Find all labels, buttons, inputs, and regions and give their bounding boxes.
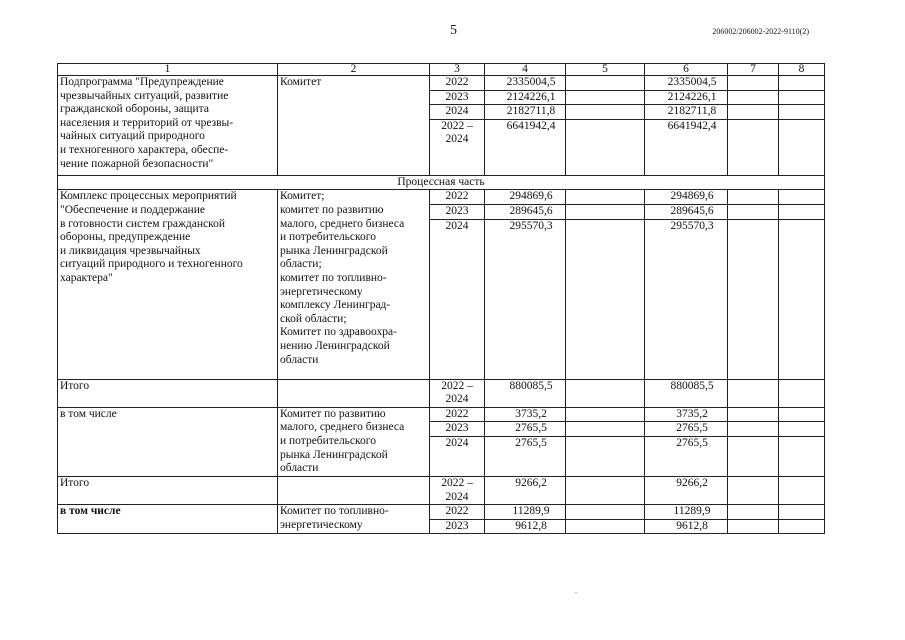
value-col7 xyxy=(728,436,779,476)
text-line: области; xyxy=(280,258,322,271)
text-line: малого, среднего бизнеса xyxy=(280,421,405,434)
value-col5 xyxy=(566,90,645,105)
year: 2023 xyxy=(430,422,485,437)
year-range xyxy=(430,476,485,504)
scan-speck xyxy=(575,592,577,593)
value-col8 xyxy=(779,505,825,520)
value-col4: 880085,5 xyxy=(485,379,566,407)
section-title: Процессная часть xyxy=(58,175,825,190)
value-col8 xyxy=(779,379,825,407)
value-col4: 289645,6 xyxy=(485,204,566,219)
value-col7 xyxy=(728,505,779,520)
year-range xyxy=(430,379,485,407)
value-col7 xyxy=(728,76,779,91)
year: 2022 xyxy=(430,407,485,422)
col-header-8: 8 xyxy=(779,64,825,76)
value-col8 xyxy=(779,76,825,91)
text-line: комитет по развитию xyxy=(280,203,384,216)
including-label: в том числе xyxy=(58,407,278,476)
text-line: 2024 xyxy=(445,393,469,406)
value-col7 xyxy=(728,519,779,534)
value-col7 xyxy=(728,119,779,175)
value-col7 xyxy=(728,379,779,407)
executor xyxy=(278,476,430,504)
including-label: в том числе xyxy=(58,505,278,534)
year: 2023 xyxy=(430,204,485,219)
value-col4: 2765,5 xyxy=(485,422,566,437)
value-col5 xyxy=(566,422,645,437)
value-col7 xyxy=(728,407,779,422)
value-col7 xyxy=(728,204,779,219)
text-line: Комитет по развитию xyxy=(280,407,386,420)
value-col6: 294869,6 xyxy=(645,190,728,205)
total-row xyxy=(58,379,825,407)
value-col8 xyxy=(779,119,825,175)
program-name xyxy=(58,76,278,176)
value-col6: 289645,6 xyxy=(645,204,728,219)
section-row xyxy=(58,175,825,190)
value-col6: 2765,5 xyxy=(645,422,728,437)
value-col8 xyxy=(779,422,825,437)
value-col5 xyxy=(566,204,645,219)
text-line: и ликвидация чрезвычайных xyxy=(60,244,201,257)
text-line: малого, среднего бизнеса xyxy=(280,217,405,230)
col-header-5: 5 xyxy=(566,64,645,76)
document-code: 206002/206002-2022-9110(2) xyxy=(712,27,809,36)
text-line: энергетическому xyxy=(280,518,363,531)
value-col8 xyxy=(779,219,825,379)
value-col4: 295570,3 xyxy=(485,219,566,379)
value-col8 xyxy=(779,190,825,205)
year: 2024 xyxy=(430,436,485,476)
text-line: Комитет по топливно- xyxy=(280,505,389,518)
complex-executors xyxy=(278,190,430,379)
executor xyxy=(278,407,430,476)
executor xyxy=(278,505,430,534)
value-col8 xyxy=(779,105,825,120)
year: 2024 xyxy=(430,219,485,379)
value-col4: 6641942,4 xyxy=(485,119,566,175)
text-line: области xyxy=(280,462,319,475)
year: 2023 xyxy=(430,519,485,534)
value-col7 xyxy=(728,219,779,379)
page-number: 5 xyxy=(450,23,457,38)
value-col6: 9612,8 xyxy=(645,519,728,534)
year: 2023 xyxy=(430,90,485,105)
table-row xyxy=(58,505,825,520)
text-line: Комитет xyxy=(280,76,322,88)
value-col6: 11289,9 xyxy=(645,505,728,520)
value-col4: 2765,5 xyxy=(485,436,566,476)
text-line: энергетическому xyxy=(280,285,363,298)
value-col4: 3735,2 xyxy=(485,407,566,422)
table-row xyxy=(58,407,825,422)
value-col4: 294869,6 xyxy=(485,190,566,205)
value-col6: 2124226,1 xyxy=(645,90,728,105)
text-line: Комплекс процессных мероприятий xyxy=(60,190,237,203)
text-line: населения и территорий от чрезвы- xyxy=(60,116,234,129)
value-col6: 880085,5 xyxy=(645,379,728,407)
value-col6: 2765,5 xyxy=(645,436,728,476)
year-range: 2022 – 2024 xyxy=(430,119,485,175)
table-row xyxy=(58,190,825,205)
value-col4: 9266,2 xyxy=(485,476,566,504)
value-col8 xyxy=(779,204,825,219)
value-col4: 2335004,5 xyxy=(485,76,566,91)
value-col5 xyxy=(566,379,645,407)
value-col8 xyxy=(779,436,825,476)
value-col8 xyxy=(779,407,825,422)
complex-name xyxy=(58,190,278,379)
value-col7 xyxy=(728,90,779,105)
year: 2022 xyxy=(430,76,485,91)
col-header-4: 4 xyxy=(485,64,566,76)
value-col7 xyxy=(728,422,779,437)
total-row xyxy=(58,476,825,504)
text-line: и потребительского xyxy=(280,231,376,244)
text-line: обороны, предупреждение xyxy=(60,231,191,244)
text-line: "Обеспечение и поддержание xyxy=(60,203,205,216)
text-line: комплексу Ленинград- xyxy=(280,299,391,312)
year: 2022 xyxy=(430,505,485,520)
value-col5 xyxy=(566,119,645,175)
total-label: Итого xyxy=(58,476,278,504)
value-col6: 9266,2 xyxy=(645,476,728,504)
executor xyxy=(278,379,430,407)
value-col8 xyxy=(779,476,825,504)
value-col7 xyxy=(728,190,779,205)
year: 2024 xyxy=(430,105,485,120)
text-line: в готовности систем гражданской xyxy=(60,217,226,230)
text-line: чайных ситуаций природного xyxy=(60,130,205,143)
text-line: 2024 xyxy=(445,490,469,503)
text-line: 2022 – xyxy=(441,379,473,392)
value-col4: 2124226,1 xyxy=(485,90,566,105)
col-header-6: 6 xyxy=(645,64,728,76)
text-line: ситуаций природного и техногенного xyxy=(60,258,243,271)
text-line: и техногенного характера, обеспе- xyxy=(60,143,229,156)
text-line: характера" xyxy=(60,271,113,284)
text-line: ской области; xyxy=(280,312,347,325)
text-line: чение пожарной безопасности" xyxy=(60,157,214,170)
value-col5 xyxy=(566,436,645,476)
value-col5 xyxy=(566,105,645,120)
table-row xyxy=(58,76,825,91)
text-line: гражданской обороны, защита xyxy=(60,103,209,116)
value-col5 xyxy=(566,190,645,205)
value-col5 xyxy=(566,219,645,379)
text-line: чрезвычайных ситуаций, развитие xyxy=(60,89,229,102)
value-col7 xyxy=(728,105,779,120)
text-line: нению Ленинградской xyxy=(280,339,390,352)
text-line: Комитет; xyxy=(280,190,325,203)
value-col8 xyxy=(779,519,825,534)
text-line: области xyxy=(280,353,319,366)
value-col5 xyxy=(566,76,645,91)
value-col7 xyxy=(728,476,779,504)
value-col6: 295570,3 xyxy=(645,219,728,379)
year: 2022 xyxy=(430,190,485,205)
col-header-7: 7 xyxy=(728,64,779,76)
value-col4: 9612,8 xyxy=(485,519,566,534)
executor xyxy=(278,76,430,176)
value-col6: 3735,2 xyxy=(645,407,728,422)
value-col4: 2182711,8 xyxy=(485,105,566,120)
text-line: Комитет по здравоохра- xyxy=(280,326,397,339)
text-line: 2022 – xyxy=(441,476,473,489)
text-line: Подпрограмма "Предупреждение xyxy=(60,76,224,88)
value-col8 xyxy=(779,90,825,105)
col-header-1: 1 xyxy=(58,64,278,76)
value-col6: 2182711,8 xyxy=(645,105,728,120)
value-col5 xyxy=(566,476,645,504)
header-row xyxy=(58,64,825,76)
value-col6: 6641942,4 xyxy=(645,119,728,175)
text-line: рынка Ленинградской xyxy=(280,244,388,257)
text-line: комитет по топливно- xyxy=(280,271,387,284)
col-header-3: 3 xyxy=(430,64,485,76)
budget-table xyxy=(57,63,825,534)
value-col5 xyxy=(566,407,645,422)
text-line: рынка Ленинградской xyxy=(280,448,388,461)
value-col5 xyxy=(566,519,645,534)
value-col4: 11289,9 xyxy=(485,505,566,520)
value-col6: 2335004,5 xyxy=(645,76,728,91)
value-col5 xyxy=(566,505,645,520)
col-header-2: 2 xyxy=(278,64,430,76)
total-label: Итого xyxy=(58,379,278,407)
text-line: и потребительского xyxy=(280,434,376,447)
